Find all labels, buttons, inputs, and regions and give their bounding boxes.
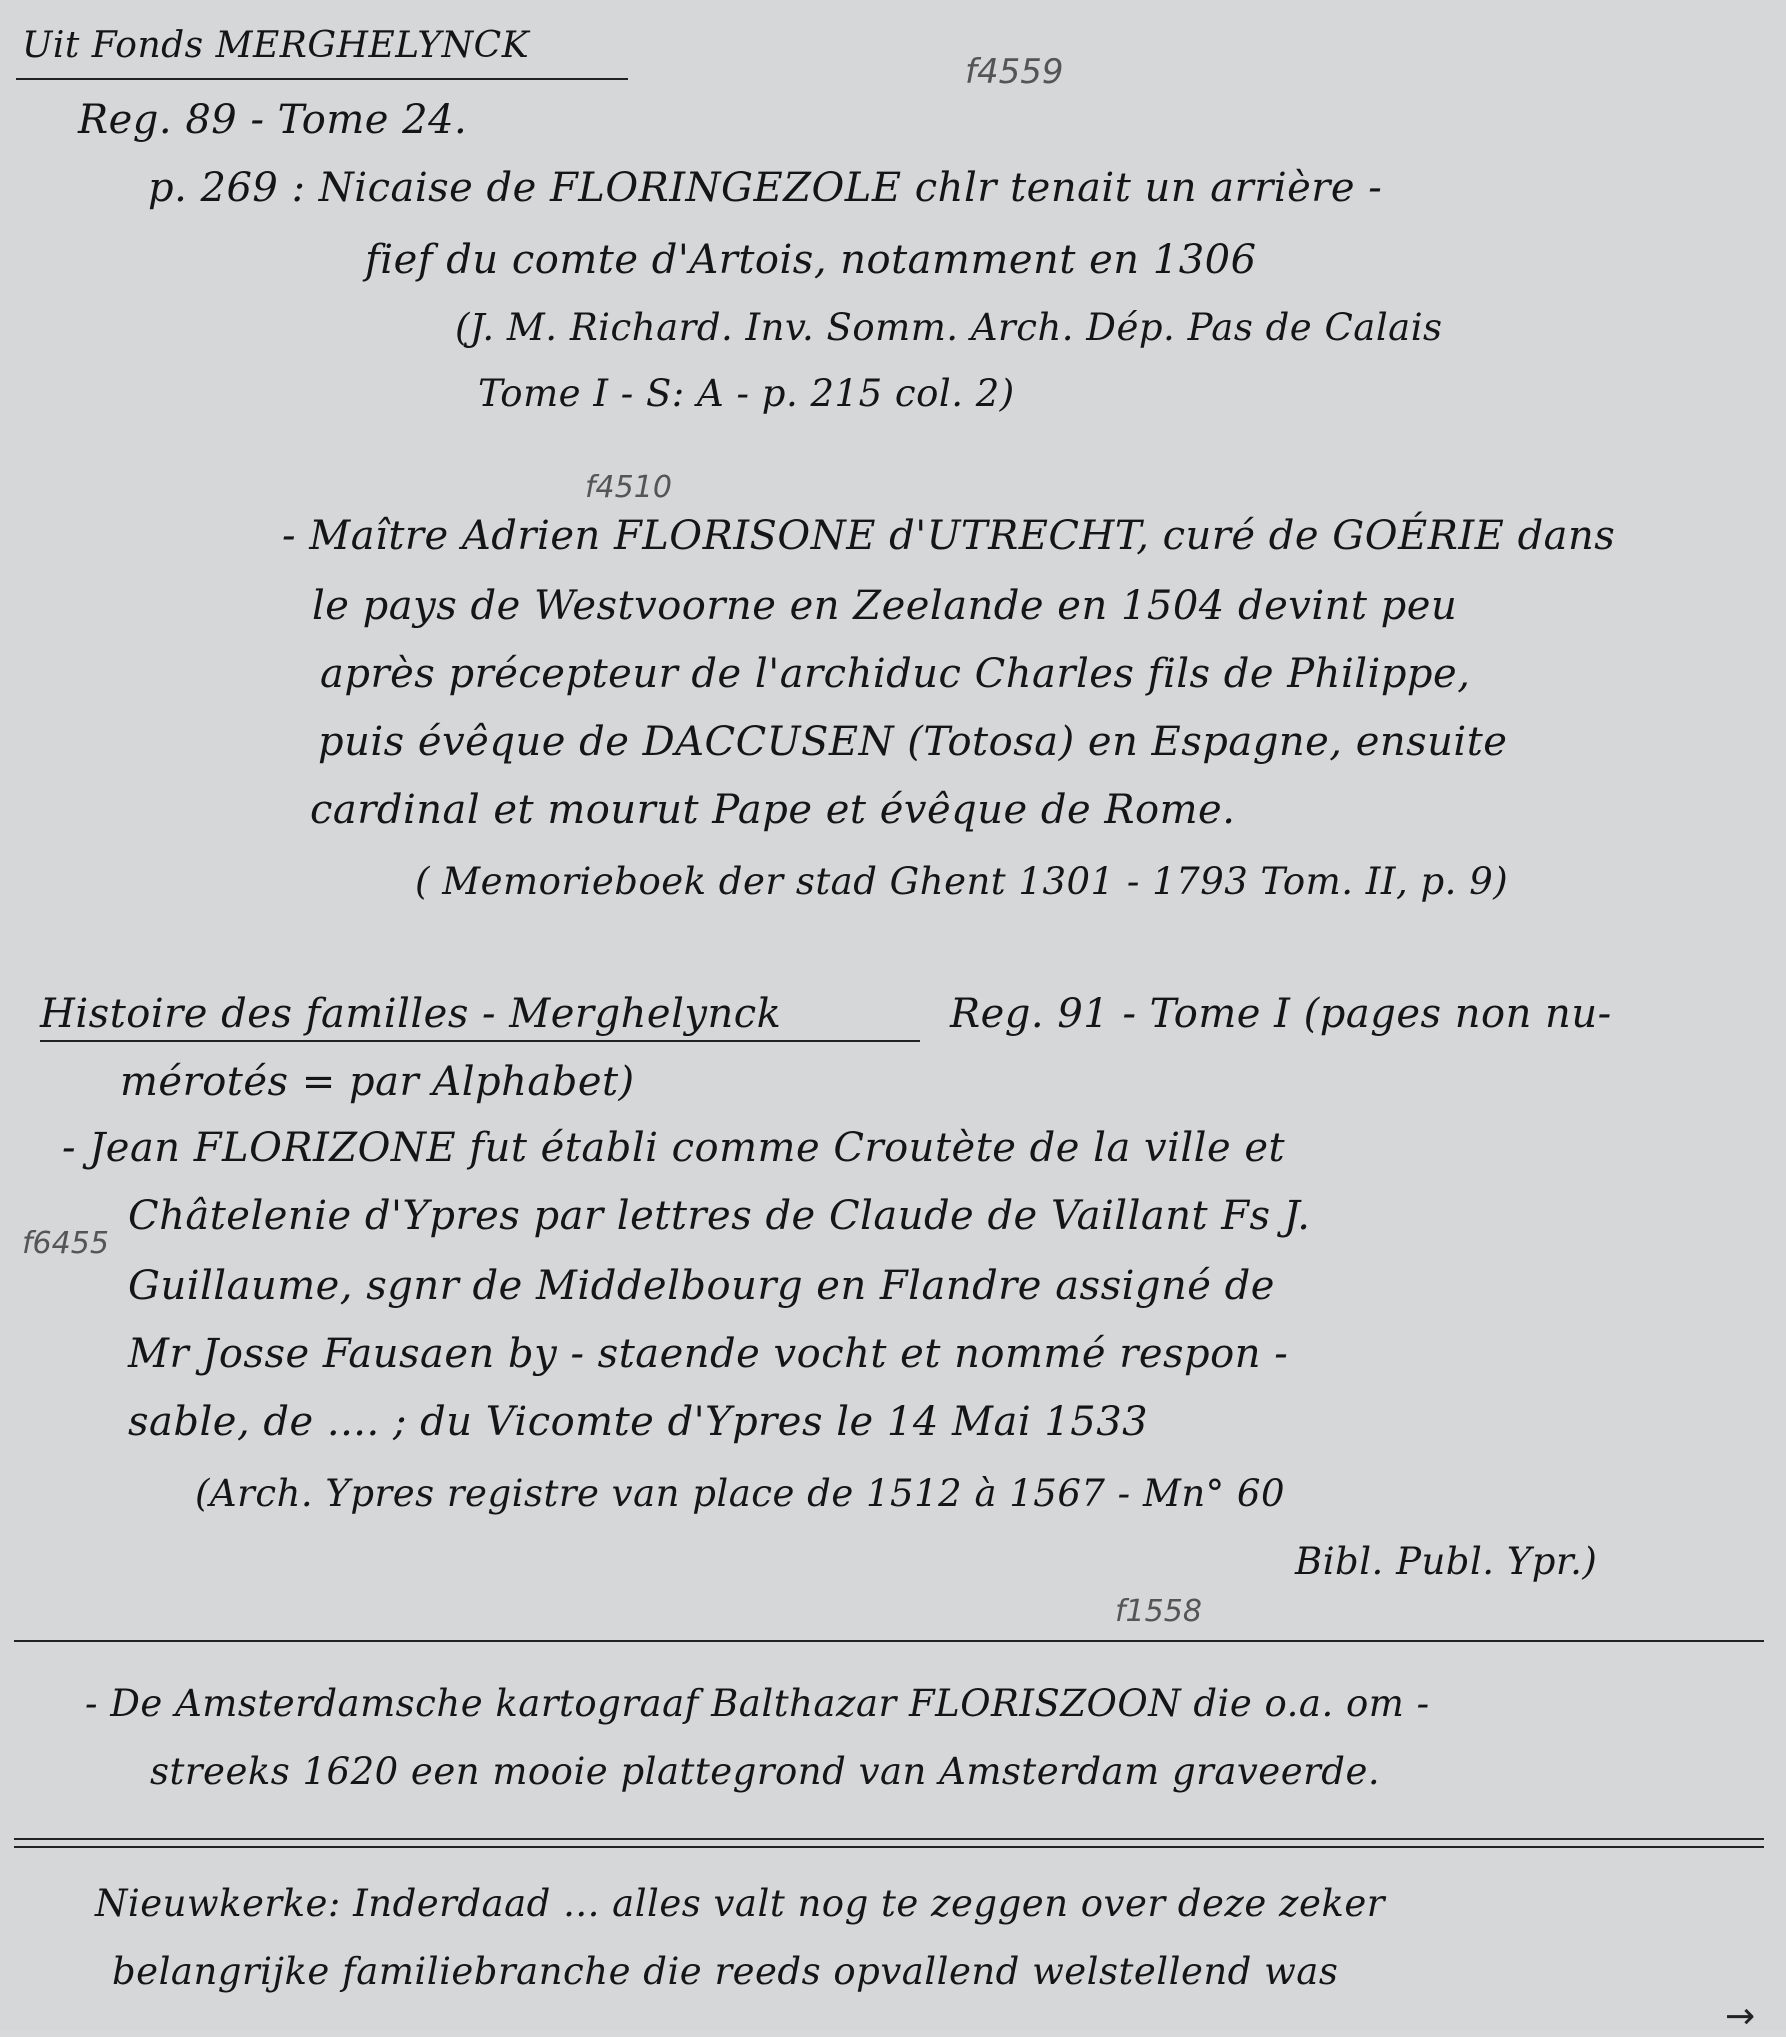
entry2-line3: après précepteur de l'archiduc Charles fils de Philippe, [320, 651, 1471, 697]
entry3-line2: Châtelenie d'Ypres par lettres de Claude de Vaillant Fs J. [128, 1193, 1311, 1239]
entry3-line6: (Arch. Ypres registre van place de 1512 à 1567 - Mn° 60 [195, 1472, 1286, 1515]
entry4-line2: streeks 1620 een mooie plattegrond van Amsterdam graveerde. [150, 1750, 1381, 1793]
folio-reference-1: f4559 [965, 52, 1064, 92]
section2-heading: Histoire des familles - Merghelynck [40, 991, 782, 1037]
separator-rule-3 [14, 1846, 1764, 1848]
entry3-line3: Guillaume, sgnr de Middelbourg en Flandre assigné de [128, 1263, 1275, 1309]
entry3-line7: Bibl. Publ. Ypr.) [1295, 1540, 1598, 1583]
entry2-line1: - Maître Adrien FLORISONE d'UTRECHT, curé de GOÉRIE dans [282, 513, 1616, 559]
register-reference: Reg. 89 - Tome 24. [78, 97, 468, 143]
entry4-line1: - De Amsterdamsche kartograaf Balthazar FLORISZOON die o.a. om - [85, 1682, 1430, 1725]
entry2-line5: cardinal et mourut Pape et évêque de Rome. [310, 787, 1236, 833]
separator-rule-1 [14, 1640, 1764, 1642]
entry1-line3: (J. M. Richard. Inv. Somm. Arch. Dép. Pas de Calais [455, 306, 1443, 349]
continuation-arrow-icon: → [1725, 1996, 1756, 2037]
folio-reference-3: f6455 [22, 1226, 109, 1261]
entry3-line5: sable, de .... ; du Vicomte d'Ypres le 14 Mai 1533 [128, 1399, 1149, 1445]
section2-heading-underline [40, 1040, 920, 1042]
folio-reference-4: f1558 [1115, 1594, 1202, 1629]
source-heading-underline [16, 78, 628, 80]
entry1-line2: fief du comte d'Artois, notamment en 1306 [365, 237, 1257, 283]
entry3-line4: Mr Josse Fausaen by - staende vocht et nommé respon - [128, 1331, 1289, 1377]
entry1-line1: p. 269 : Nicaise de FLORINGEZOLE chlr tenait un arrière - [148, 165, 1383, 211]
entry5-line2: belangrijke familiebranche die reeds opvallend welstellend was [112, 1950, 1339, 1993]
entry1-line4: Tome I - S: A - p. 215 col. 2) [478, 372, 1015, 415]
entry2-line4: puis évêque de DACCUSEN (Totosa) en Espagne, ensuite [318, 719, 1508, 765]
entry3-line1: - Jean FLORIZONE fut établi comme Croutète de la ville et [62, 1125, 1286, 1171]
source-heading: Uit Fonds MERGHELYNCK [22, 25, 530, 66]
entry2-line2: le pays de Westvoorne en Zeelande en 1504 devint peu [312, 583, 1458, 629]
entry5-line1: Nieuwkerke: Inderdaad ... alles valt nog te zeggen over deze zeker [95, 1882, 1385, 1925]
folio-reference-2: f4510 [585, 470, 672, 505]
separator-rule-2 [14, 1838, 1764, 1840]
section2-heading-rest: Reg. 91 - Tome I (pages non nu- [950, 991, 1612, 1037]
entry2-line6: ( Memorieboek der stad Ghent 1301 - 1793 Tom. II, p. 9) [415, 860, 1509, 903]
section2-line2: mérotés = par Alphabet) [120, 1059, 635, 1105]
